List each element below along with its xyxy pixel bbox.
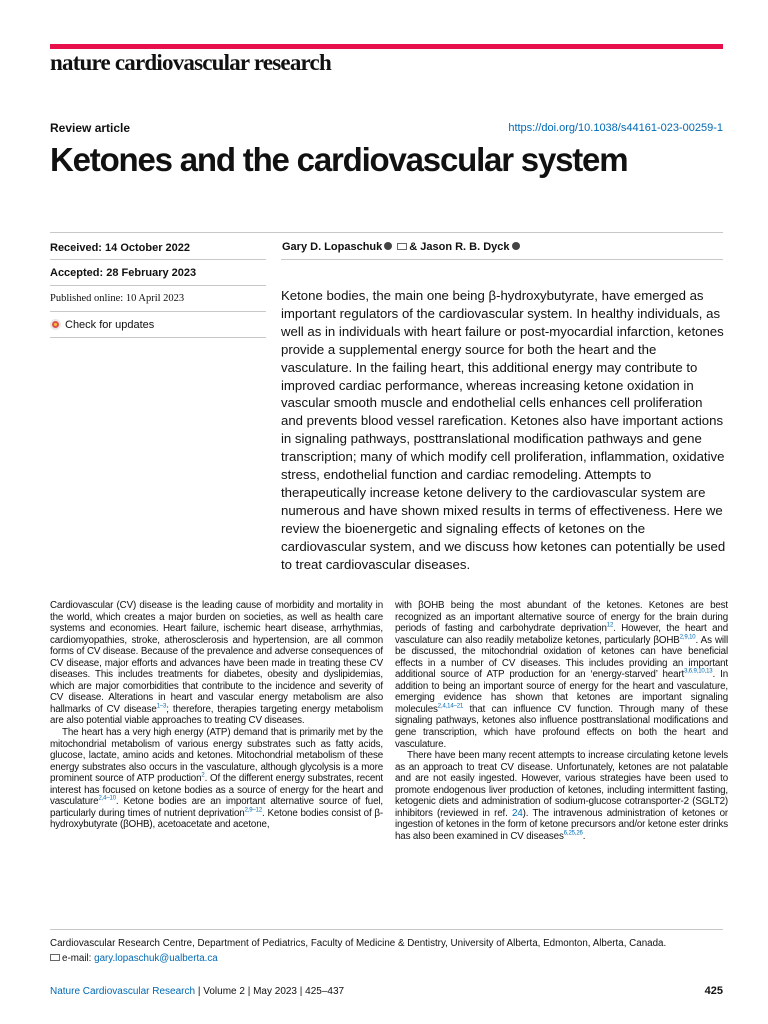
check-updates-icon <box>50 319 61 330</box>
paragraph: The heart has a very high energy (ATP) demand that is primarily met by the mitochondrial metabolism of various energy substrates such as fatty acids, glucose, lactate, amino acids and ketones. Mitochondrial metabolism of these energy substrates also occurs in the vasculature, although glycolysis is a more prominent source of ATP production$^2$. Of the different energy substrates, recent interest has focused on ketone bodies as a source of energy for the heart and vasculature$^{2,4-10}$. Ketone bodies are an important alternative source of fuel, particularly during times of nutrient deprivation$^{2,9-12}$. Ketone bodies consist of β-hydroxybutyrate (βOHB), acetoacetate and acetone, <box>50 727 383 831</box>
email-icon[interactable] <box>397 243 407 250</box>
footer-issue: | Volume 2 | May 2023 | 425–437 <box>195 986 345 997</box>
author-name[interactable]: & Jason R. B. Dyck <box>409 241 510 253</box>
paragraph: There have been many recent attempts to increase circulating ketone levels as an approach to treat CV disease. Unfortunately, ketones are not palatable and are not easily ingested. However, various strategies have been used to promote endogenous liver production of ketones, including intermittent fasting, ketogenic diets and administration of sodium-glucose cotransporter-2 (SGLT2) inhibitors (reviewed in ref. 24). The intravenous administration of ketones or ingestion of ketones in the form of ketone precursors and/or ketone ester drinks has also been examined in CV diseases$^{6,25,26}$. <box>395 750 728 842</box>
citation[interactable]: 2,4,14–21 <box>437 703 464 710</box>
affiliation: Cardiovascular Research Centre, Department of Pediatrics, Faculty of Medicine & Dentistry, University of Alberta, Edmonton, Alberta, Canada. <box>50 938 667 949</box>
abstract: Ketone bodies, the main one being β-hydroxybutyrate, have emerged as important regulators of the cardiovascular system. In healthy individuals, as well as in individuals with heart failure or post-myocardial infarction, ketones provide a supplemental energy source for both the heart and the vasculature. In the failing heart, this additional energy may contribute to improved cardiac performance, whereas increasing ketone oxidation in vascular smooth muscle and endothelial cells enhances cell proliferation and prevents blood vessel rarefication. Ketones also have important actions in signaling pathways, posttranslational modification pathways and gene transcription; many of which modify cell proliferation, inflammation, oxidative stress, endothelial function and cardiac remodeling. Attempts to therapeutically increase ketone delivery to the cardiovascular system are numerous and have shown mixed results in terms of effectiveness. Here we review the bioenergetic and signaling effects of ketones on the cardiovascular system, and we discuss how ketones can potentially be used to treat cardiovascular diseases. <box>281 288 726 572</box>
orcid-icon[interactable] <box>512 242 520 250</box>
citation[interactable]: 2,9–12 <box>244 807 263 814</box>
divider <box>50 337 266 338</box>
citation[interactable]: 6,25,26 <box>563 830 583 837</box>
divider <box>50 259 266 260</box>
page-number: 425 <box>704 985 723 997</box>
body-column-left <box>50 600 383 831</box>
footnote-divider <box>50 929 723 930</box>
divider <box>50 285 266 286</box>
citation[interactable]: 3,6,9,10,13 <box>684 669 713 676</box>
article-type: Review article <box>50 121 131 135</box>
citation[interactable]: 1–3 <box>156 703 167 710</box>
published-date: Published online: 10 April 2023 <box>50 293 185 304</box>
paragraph: with βOHB being the most abundant of the ketones. Ketones are best recognized as an important alternative source of energy for the brain during periods of fasting and carbohydrate deprivation$^{12}$. However, the heart and vasculature can also readily metabolize ketones, particularly βOHB$^{2,9,10}$. As will be discussed, the mitochondrial oxidation of ketones can have beneficial effects in a number of CV diseases. This includes providing an important additional source of ATP production for an ‘energy-starved’ heart$^{3,6,9,10,13}$. In addition to being an important source of energy for the heart and vasculature, emerging evidence has shown that ketones are important signaling molecules$^{2,4,14-21}$ that can influence CV function. Through many of these signaling pathways, ketones also influence posttranslational modifications and gene transcription, which have profound effects on both the heart and vasculature. <box>395 600 729 750</box>
citation[interactable]: 2,9,10 <box>679 634 696 641</box>
received-date: Received: 14 October 2022 <box>50 242 191 254</box>
divider <box>50 232 723 233</box>
citation[interactable]: 24 <box>512 807 523 819</box>
article-title: Ketones and the cardiovascular system <box>50 141 628 178</box>
citation[interactable]: 12 <box>606 622 614 629</box>
accepted-date: Accepted: 28 February 2023 <box>50 267 197 279</box>
footer-journal-link[interactable]: Nature Cardiovascular Research <box>50 986 196 997</box>
journal-name[interactable]: nature cardiovascular research <box>50 50 331 75</box>
citation[interactable]: 2 <box>201 772 205 779</box>
accent-bar <box>50 44 723 49</box>
email-icon <box>50 954 60 961</box>
check-updates-label: Check for updates <box>65 319 155 331</box>
paragraph: Cardiovascular (CV) disease is the leading cause of morbidity and mortality in the world, which creates a major burden on societies, as well as health care systems and economies. Heart failure, ischemic heart disease, arrhythmias, cardiomyopathies, stroke, atherosclerosis and hypertension, are all common forms of CV disease. Because of the prevalence and adverse consequences of CV disease, major efforts and advances have been made in treating these CV diseases. This includes treatments for diabetes, obesity and dyslipidemias, which are major comorbidities that contribute to the incidence and severity of CV disease. Alterations in heart and vascular energy metabolism are also hallmarks of CV disease$^{1-3}$; therefore, therapies targeting energy metabolism are also potential viable approaches to treating CV diseases. <box>50 600 383 727</box>
citation[interactable]: 2,4–10 <box>98 796 116 803</box>
body-column-right <box>395 600 728 842</box>
author-name[interactable]: Gary D. Lopaschuk <box>282 241 383 253</box>
orcid-icon[interactable] <box>384 242 392 250</box>
page-footer <box>50 986 344 997</box>
email-link[interactable]: gary.lopaschuk@ualberta.ca <box>94 953 218 964</box>
divider <box>281 259 723 260</box>
doi-link[interactable]: https://doi.org/10.1038/s44161-023-00259-1 <box>508 122 723 134</box>
correspondence: e-mail: gary.lopaschuk@ualberta.ca <box>50 953 218 964</box>
author-list <box>282 241 522 253</box>
divider <box>50 311 266 312</box>
check-updates-button[interactable] <box>50 319 154 331</box>
